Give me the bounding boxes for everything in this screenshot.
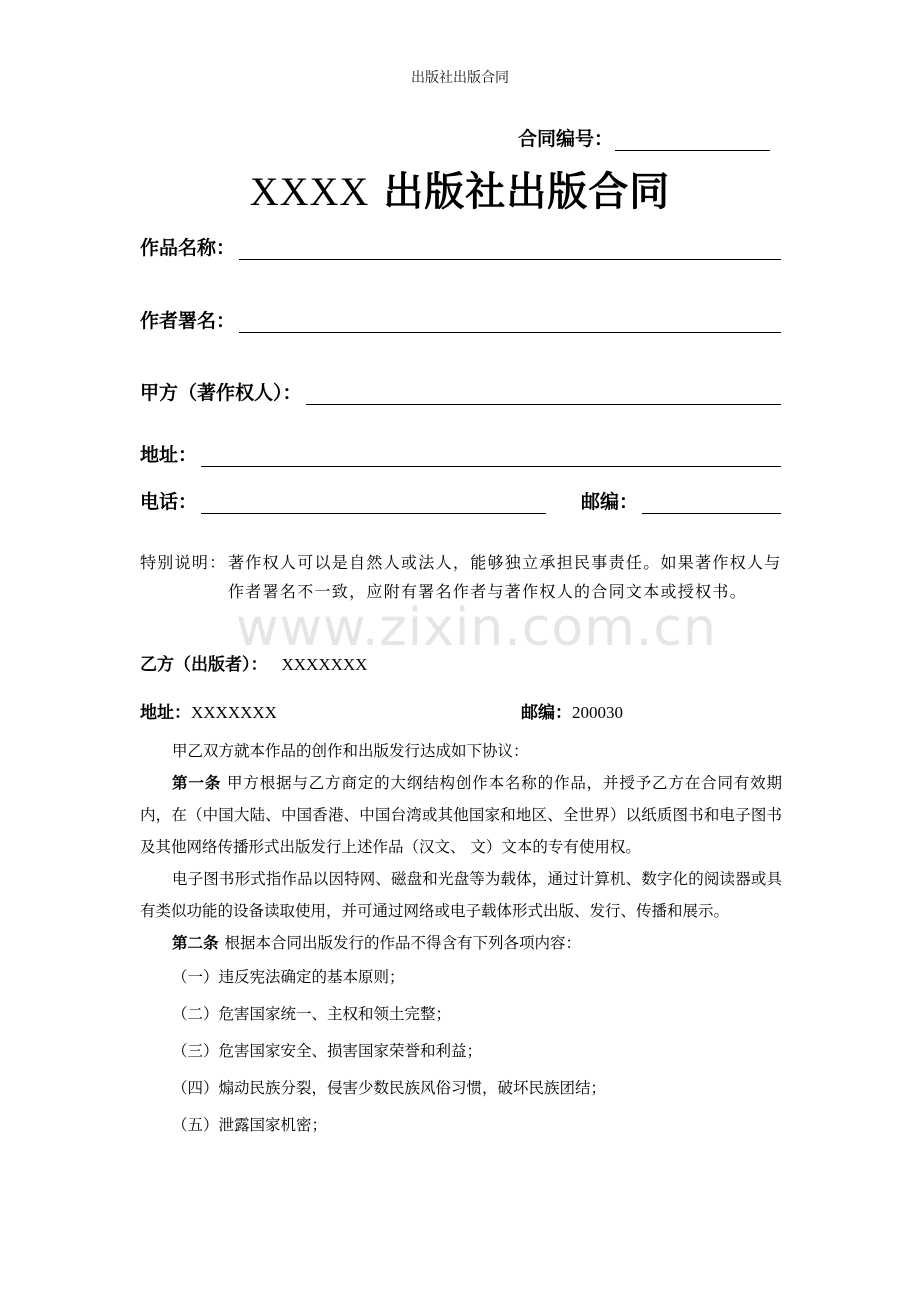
clause-1	[140, 767, 782, 863]
prohibited-item: （一）违反宪法确定的基本原则；	[172, 968, 405, 986]
contract-number-field	[518, 124, 770, 151]
work-name-label: 作品名称：	[140, 237, 236, 259]
work-name-blank[interactable]	[239, 239, 781, 260]
contract-number-blank[interactable]	[615, 128, 770, 151]
contract-number-label: 合同编号：	[518, 128, 614, 150]
party-b-address-label: 地址：	[140, 703, 191, 723]
phone-label: 电话：	[140, 491, 198, 513]
party-b-postal-label: 邮编：	[521, 703, 572, 723]
party-b-value: XXXXXXX	[281, 655, 368, 674]
title-text: 出版社出版合同	[383, 169, 671, 215]
party-a-field	[140, 378, 781, 405]
postal-blank[interactable]	[642, 493, 781, 514]
author-blank[interactable]	[239, 312, 781, 333]
special-note-label: 特别说明：	[140, 553, 227, 572]
prohibited-item: （五）泄露国家机密；	[172, 1116, 328, 1134]
postal-label: 邮编：	[581, 491, 639, 513]
title-prefix: XXXX	[249, 169, 370, 214]
special-note-text: 著作权人可以是自然人或法人，能够独立承担民事责任。如果著作权人与作者署名不一致，应附有署名作者与著作权人的合同文本或授权书。	[228, 553, 782, 601]
address-label: 地址：	[140, 444, 198, 466]
running-header: 出版社出版合同	[411, 70, 509, 86]
prohibited-item: （二）危害国家统一、主权和领土完整；	[172, 1005, 452, 1023]
clause-1-text: 甲方根据与乙方商定的大纲结构创作本名称的作品，并授予乙方在合同有效期内，在（中国大陆、中国香港、中国台湾或其他国家和地区、全世界）以纸质图书和电子图书及其他网络传播形式出版发行上述作品（汉文、 文）文本的专有使用权。	[140, 774, 782, 856]
party-b-postal	[521, 698, 623, 723]
clause-2	[140, 927, 782, 959]
party-b-row	[140, 650, 367, 675]
prohibited-item: （三）危害国家安全、损害国家荣誉和利益；	[172, 1042, 483, 1060]
document-title	[0, 160, 920, 217]
clause-1-title: 第一条	[172, 774, 222, 792]
party-b-postal-value: 200030	[572, 703, 623, 722]
author-label: 作者署名：	[140, 310, 236, 332]
contract-body	[140, 735, 782, 1144]
prohibited-item: （四）煽动民族分裂，侵害少数民族风俗习惯，破坏民族团结；	[172, 1079, 607, 1097]
work-name-field	[140, 233, 781, 260]
party-a-label: 甲方（著作权人）：	[140, 382, 302, 404]
intro-paragraph: 甲乙双方就本作品的创作和出版发行达成如下协议：	[172, 742, 529, 760]
phone-blank[interactable]	[201, 493, 546, 514]
clause-2-text: 根据本合同出版发行的作品不得含有下列各项内容：	[224, 934, 582, 952]
ebook-definition: 电子图书形式指作品以因特网、磁盘和光盘等为载体，通过计算机、数字化的阅读器或具有类似功能的设备读取使用，并可通过网络或电子载体形式出版、发行、传播和展示。	[140, 870, 782, 920]
party-a-blank[interactable]	[306, 384, 781, 405]
watermark: www.zixin.com.cn	[236, 598, 717, 658]
address-field	[140, 440, 781, 467]
author-field	[140, 306, 781, 333]
phone-postal-row	[140, 487, 781, 514]
party-b-address-row	[140, 698, 782, 723]
party-b-address-value: XXXXXXX	[191, 703, 277, 722]
address-blank[interactable]	[201, 446, 781, 467]
party-b-label: 乙方（出版者）：	[140, 655, 268, 675]
clause-2-title: 第二条	[172, 934, 219, 952]
